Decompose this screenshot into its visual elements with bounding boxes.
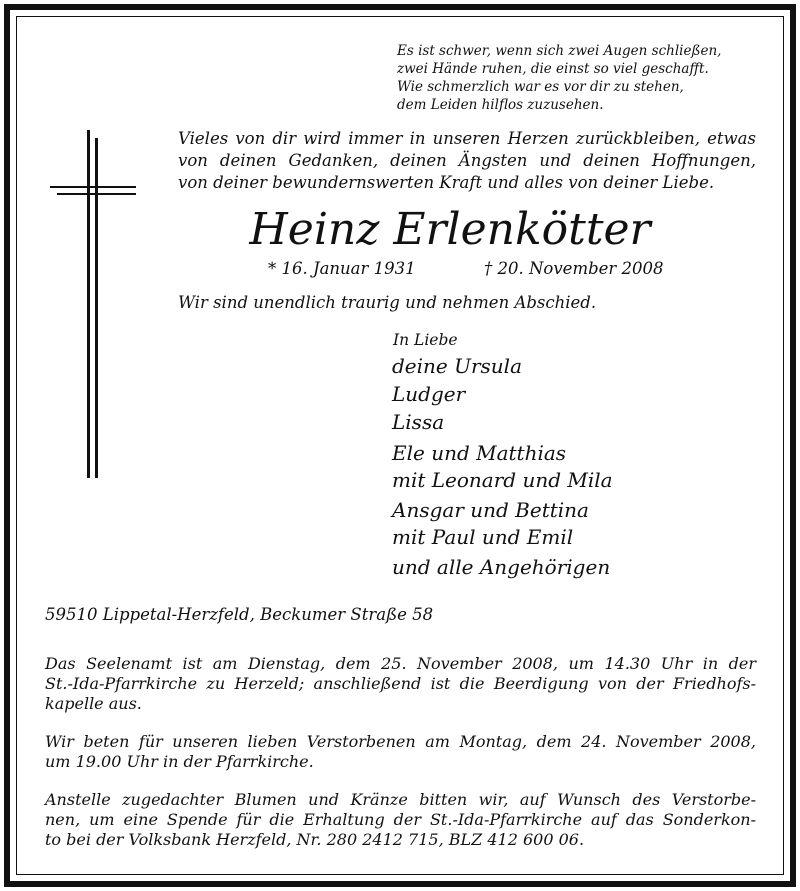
notice-line: Wir beten für unseren lieben Verstorbenen am Montag, dem 24. November 2008, <box>45 732 756 751</box>
mourner-name: Lissa <box>392 410 445 434</box>
tribute-text <box>178 128 756 194</box>
notice-line: nen, um eine Spende für die Erhaltung der St.-Ida-Pfarrkirche auf das Sonderkon- <box>45 810 756 829</box>
motto-line: Wie schmerzlich war es vor dir zu stehen, <box>397 79 684 95</box>
tribute-line: von deiner bewundernswerten Kraft und alles von deiner Liebe. <box>178 173 715 192</box>
deceased-name: Heinz Erlenkötter <box>249 204 651 255</box>
tribute-line: Vieles von dir wird immer in unseren Herzen zurückbleiben, etwas <box>178 129 756 148</box>
notice-line: to bei der Volksbank Herzfeld, Nr. 280 2412 715, BLZ 412 600 06. <box>45 830 585 849</box>
motto-line: zwei Hände ruhen, die einst so viel geschafft. <box>397 61 709 77</box>
notice-line: St.-Ida-Pfarrkirche zu Herzeld; anschließend ist die Beerdigung von der Friedhofs- <box>45 674 756 693</box>
motto-line: dem Leiden hilflos zuzusehen. <box>397 97 604 113</box>
donation-notice <box>45 790 756 850</box>
mourner-name: deine Ursula <box>392 354 522 378</box>
notice-line: kapelle aus. <box>45 694 142 713</box>
motto-line: Es ist schwer, wenn sich zwei Augen schließen, <box>397 43 722 59</box>
birth-date: * 16. Januar 1931 <box>268 259 416 278</box>
notice-line: um 19.00 Uhr in der Pfarrkirche. <box>45 752 314 771</box>
notice-line: Das Seelenamt ist am Dienstag, dem 25. November 2008, um 14.30 Uhr in der <box>45 654 756 673</box>
notice-line: Anstelle zugedachter Blumen und Kränze bitten wir, auf Wunsch des Verstorbe- <box>45 790 756 809</box>
motto-poem <box>397 42 767 114</box>
requiem-notice <box>45 654 756 714</box>
mourner-name: mit Paul und Emil <box>392 525 574 549</box>
mourner-name: und alle Angehörigen <box>392 555 611 579</box>
farewell-text: Wir sind unendlich traurig und nehmen Abschied. <box>178 293 597 312</box>
tribute-line: von deinen Gedanken, deinen Ängsten und deinen Hoffnungen, <box>178 151 756 170</box>
mourner-name: Ansgar und Bettina <box>392 498 589 522</box>
death-date: † 20. November 2008 <box>484 259 664 278</box>
family-address: 59510 Lippetal-Herzfeld, Beckumer Straße 58 <box>45 605 434 624</box>
mourner-name: Ele und Matthias <box>392 441 567 465</box>
mourner-name: Ludger <box>392 382 466 406</box>
mourner-name: mit Leonard und Mila <box>392 468 613 492</box>
prayer-notice <box>45 732 756 772</box>
mourners-list <box>392 353 613 582</box>
in-love-label: In Liebe <box>393 331 458 349</box>
